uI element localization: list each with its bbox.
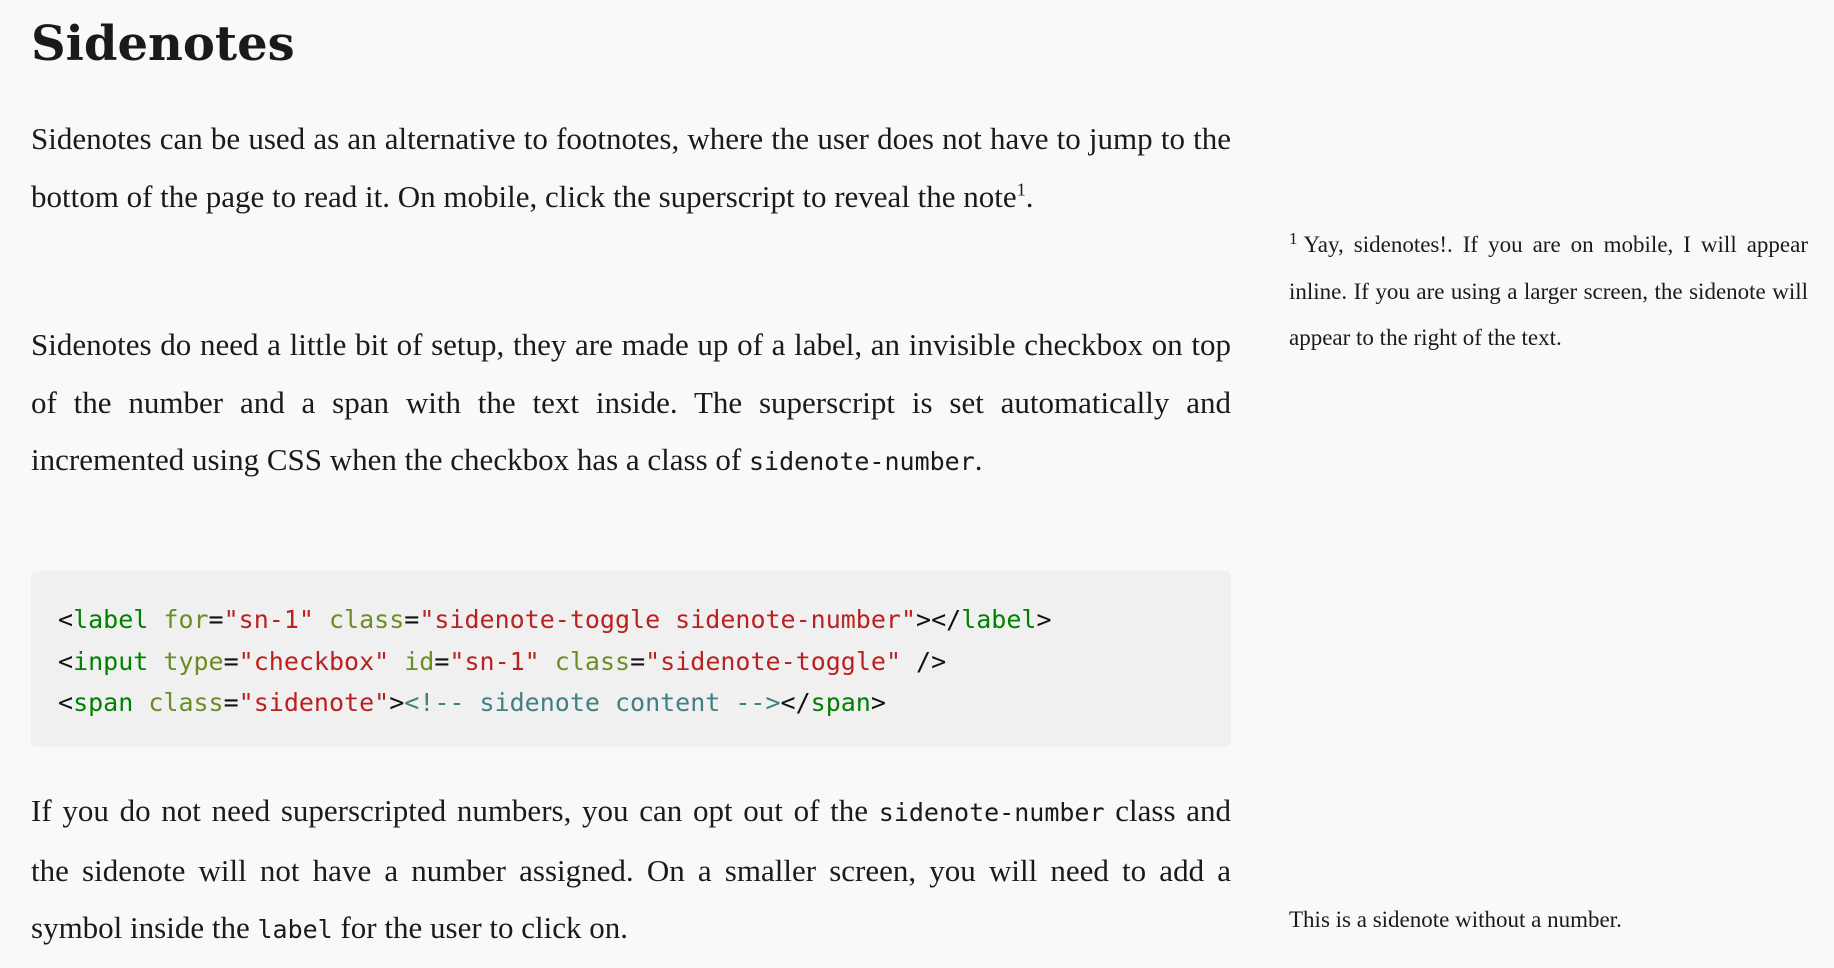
sidenote-toggle-1[interactable]: 1 bbox=[1016, 179, 1026, 200]
sidenote-numbered bbox=[1289, 222, 1808, 362]
inline-code: label bbox=[257, 915, 333, 944]
paragraph-opt-out bbox=[31, 782, 1231, 959]
inline-code: sidenote-number bbox=[749, 447, 975, 476]
paragraph-text: Sidenotes do need a little bit of setup, they are made up of a label, an invisible checkbox on top of the number and a span with the text inside. The superscript is set automatically and incremented using CSS when the checkbox has a class of bbox=[31, 327, 1231, 477]
punctuation: . bbox=[1025, 178, 1034, 214]
code-block bbox=[31, 571, 1231, 747]
sidenote-text: Yay, sidenotes!. If you are on mobile, I will appear inline. If you are using a larger screen, the sidenote will appear to the right of the text. bbox=[1289, 232, 1808, 350]
inline-code: sidenote-number bbox=[878, 798, 1105, 827]
punctuation: . bbox=[974, 442, 983, 477]
sidenote-unnumbered bbox=[1289, 897, 1808, 944]
code-line-3: <span class="sidenote"><!-- sidenote content --></span> bbox=[58, 688, 886, 717]
paragraph-text: If you do not need superscripted numbers, you can opt out of the bbox=[31, 793, 879, 828]
sidenote-text: This is a sidenote without a number. bbox=[1289, 907, 1622, 932]
page-title: Sidenotes bbox=[31, 16, 295, 72]
sidenote-number: 1 bbox=[1289, 229, 1298, 248]
code-line-1: <label for="sn-1" class="sidenote-toggle sidenote-number"></label> bbox=[58, 605, 1052, 634]
paragraph-text: Sidenotes can be used as an alternative to footnotes, where the user does not have to jump to the bottom of the page to read it. On mobile, click the superscript to reveal the note bbox=[31, 121, 1231, 214]
code-line-2: <input type="checkbox" id="sn-1" class="sidenote-toggle" /> bbox=[58, 646, 947, 676]
paragraph-setup bbox=[31, 316, 1231, 491]
paragraph-text: class and the sidenote will not have a number assigned. On a smaller screen, you will need to add a symbol inside the bbox=[31, 793, 1231, 945]
paragraph-intro bbox=[31, 110, 1231, 225]
paragraph-text: for the user to click on. bbox=[332, 910, 629, 945]
